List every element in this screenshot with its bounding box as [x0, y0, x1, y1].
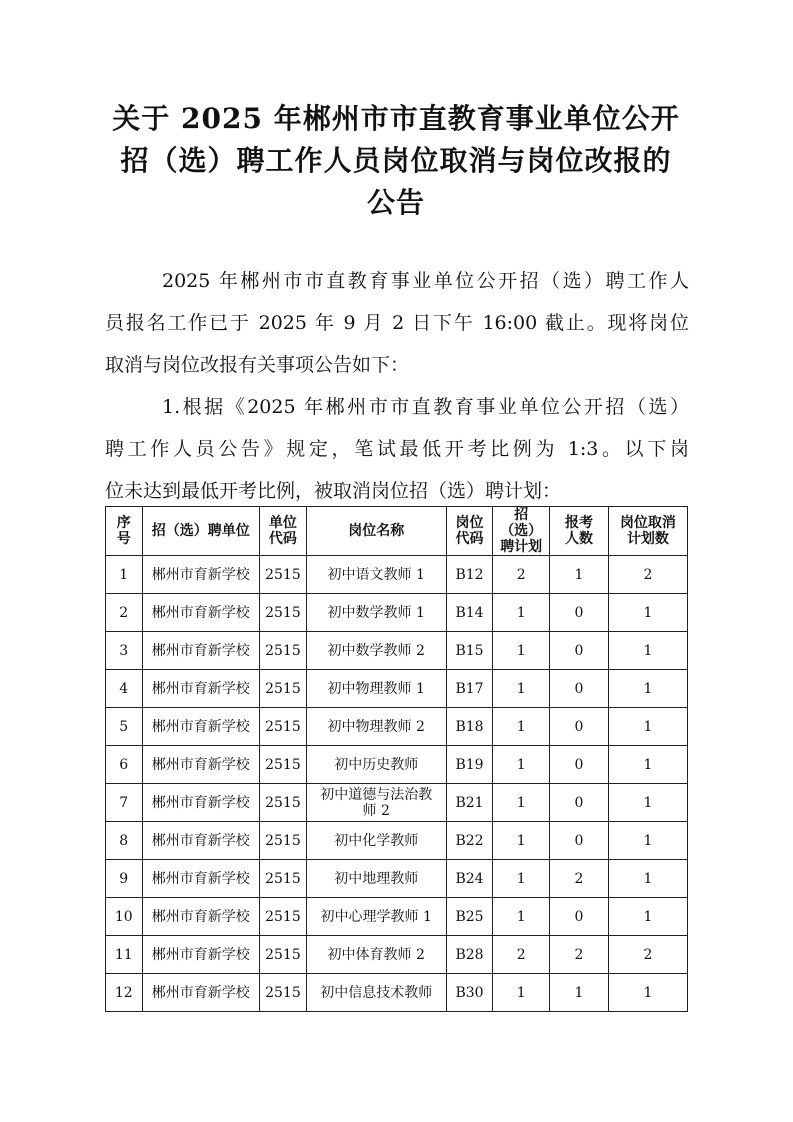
- header-applicants: 报考 人数: [550, 507, 609, 556]
- cell-no: 3: [106, 632, 143, 670]
- cell-plan: 1: [493, 860, 550, 898]
- cell-position-code: B30: [446, 974, 493, 1012]
- paragraph-line: 取消与岗位改报有关事项公告如下：: [105, 354, 410, 376]
- cell-position-name: 初中语文教师 1: [306, 556, 446, 594]
- cell-position-name: 初中物理教师 2: [306, 708, 446, 746]
- table-row: [106, 632, 688, 670]
- cell-applicants: 0: [550, 632, 609, 670]
- header-unit: 招（选）聘单位: [142, 507, 260, 556]
- cell-plan: 1: [493, 670, 550, 708]
- cell-position-code: B21: [446, 784, 493, 822]
- cell-unit-code: 2515: [260, 632, 307, 670]
- header-position-name: 岗位名称: [306, 507, 446, 556]
- cell-applicants: 0: [550, 708, 609, 746]
- paragraph-line: 聘工作人员公告》规定，笔试最低开考比例为 1:3。以下岗: [105, 438, 689, 460]
- cell-applicants: 0: [550, 784, 609, 822]
- cell-applicants: 0: [550, 746, 609, 784]
- cell-plan: 1: [493, 708, 550, 746]
- cell-no: 7: [106, 784, 143, 822]
- cell-no: 4: [106, 670, 143, 708]
- cell-cancel: 1: [608, 708, 687, 746]
- cell-applicants: 2: [550, 936, 609, 974]
- table-row: [106, 784, 688, 822]
- cell-position-name: 初中历史教师: [306, 746, 446, 784]
- cell-cancel: 2: [608, 936, 687, 974]
- cell-unit-code: 2515: [260, 594, 307, 632]
- cell-unit: 郴州市育新学校: [142, 670, 260, 708]
- cell-position-name: 初中信息技术教师: [306, 974, 446, 1012]
- cell-position-code: B12: [446, 556, 493, 594]
- cell-cancel: 2: [608, 556, 687, 594]
- cell-applicants: 1: [550, 556, 609, 594]
- header-no: 序 号: [106, 507, 143, 556]
- cell-applicants: 0: [550, 822, 609, 860]
- table-row: [106, 974, 688, 1012]
- cell-position-code: B25: [446, 898, 493, 936]
- cell-no: 5: [106, 708, 143, 746]
- cell-position-code: B19: [446, 746, 493, 784]
- cell-position-name: 初中化学教师: [306, 822, 446, 860]
- cell-unit-code: 2515: [260, 670, 307, 708]
- table-row: [106, 822, 688, 860]
- intro-paragraph: [105, 260, 689, 386]
- document-title: [105, 98, 687, 224]
- cell-unit: 郴州市育新学校: [142, 860, 260, 898]
- cell-unit-code: 2515: [260, 784, 307, 822]
- cell-cancel: 1: [608, 974, 687, 1012]
- cell-unit: 郴州市育新学校: [142, 746, 260, 784]
- cell-position-code: B17: [446, 670, 493, 708]
- cell-unit-code: 2515: [260, 822, 307, 860]
- header-position-code: 岗位 代码: [446, 507, 493, 556]
- cell-position-name: 初中道德与法治教师 2: [306, 784, 446, 822]
- cell-unit-code: 2515: [260, 898, 307, 936]
- title-line: 招（选）聘工作人员岗位取消与岗位改报的: [120, 144, 672, 177]
- cell-position-name: 初中数学教师 1: [306, 594, 446, 632]
- table-row: [106, 898, 688, 936]
- cell-unit-code: 2515: [260, 746, 307, 784]
- cell-no: 2: [106, 594, 143, 632]
- cell-cancel: 1: [608, 860, 687, 898]
- paragraph-line: 员报名工作已于 2025 年 9 月 2 日下午 16:00 截止。现将岗位: [105, 312, 689, 334]
- cell-unit-code: 2515: [260, 974, 307, 1012]
- cell-cancel: 1: [608, 784, 687, 822]
- cell-unit: 郴州市育新学校: [142, 556, 260, 594]
- cell-unit: 郴州市育新学校: [142, 898, 260, 936]
- cell-no: 6: [106, 746, 143, 784]
- cell-plan: 1: [493, 746, 550, 784]
- cancelled-positions-table: [105, 506, 688, 1012]
- cell-cancel: 1: [608, 898, 687, 936]
- paragraph-line: 2025 年郴州市市直教育事业单位公开招（选）聘工作人: [162, 270, 689, 292]
- cell-unit-code: 2515: [260, 860, 307, 898]
- cell-unit: 郴州市育新学校: [142, 974, 260, 1012]
- cell-applicants: 1: [550, 974, 609, 1012]
- title-line: 关于 2025 年郴州市市直教育事业单位公开: [112, 102, 680, 135]
- cell-cancel: 1: [608, 822, 687, 860]
- paragraph-line: 位未达到最低开考比例，被取消岗位招（选）聘计划：: [105, 480, 562, 502]
- cancel-paragraph: [105, 386, 689, 512]
- cell-cancel: 1: [608, 670, 687, 708]
- table-row: [106, 860, 688, 898]
- cell-position-code: B22: [446, 822, 493, 860]
- cell-position-name: 初中数学教师 2: [306, 632, 446, 670]
- table-row: [106, 746, 688, 784]
- cell-position-name: 初中体育教师 2: [306, 936, 446, 974]
- cell-cancel: 1: [608, 746, 687, 784]
- cell-no: 11: [106, 936, 143, 974]
- cell-plan: 1: [493, 898, 550, 936]
- cell-applicants: 0: [550, 594, 609, 632]
- cell-applicants: 0: [550, 898, 609, 936]
- cell-position-code: B24: [446, 860, 493, 898]
- table-row: [106, 556, 688, 594]
- cell-no: 9: [106, 860, 143, 898]
- header-cancel: 岗位取消 计划数: [608, 507, 687, 556]
- cell-plan: 2: [493, 556, 550, 594]
- cell-plan: 1: [493, 632, 550, 670]
- cell-applicants: 2: [550, 860, 609, 898]
- cell-plan: 2: [493, 936, 550, 974]
- title-line: 公告: [366, 186, 425, 219]
- cell-plan: 1: [493, 594, 550, 632]
- cell-position-code: B18: [446, 708, 493, 746]
- table-row: [106, 670, 688, 708]
- paragraph-line: 1.根据《2025 年郴州市市直教育事业单位公开招（选）: [162, 396, 689, 418]
- cell-position-name: 初中物理教师 1: [306, 670, 446, 708]
- table-row: [106, 594, 688, 632]
- cell-unit: 郴州市育新学校: [142, 936, 260, 974]
- cell-position-name: 初中心理学教师 1: [306, 898, 446, 936]
- cell-unit: 郴州市育新学校: [142, 632, 260, 670]
- cell-plan: 1: [493, 784, 550, 822]
- cell-cancel: 1: [608, 594, 687, 632]
- cell-unit-code: 2515: [260, 936, 307, 974]
- cell-plan: 1: [493, 822, 550, 860]
- table-row: [106, 936, 688, 974]
- cell-no: 12: [106, 974, 143, 1012]
- table-header-row: [106, 507, 688, 556]
- cell-position-code: B15: [446, 632, 493, 670]
- table-row: [106, 708, 688, 746]
- cell-unit-code: 2515: [260, 556, 307, 594]
- cell-unit: 郴州市育新学校: [142, 594, 260, 632]
- cell-no: 10: [106, 898, 143, 936]
- cell-no: 1: [106, 556, 143, 594]
- cell-unit: 郴州市育新学校: [142, 708, 260, 746]
- cell-unit: 郴州市育新学校: [142, 822, 260, 860]
- cell-applicants: 0: [550, 670, 609, 708]
- cell-position-name: 初中地理教师: [306, 860, 446, 898]
- cell-plan: 1: [493, 974, 550, 1012]
- cell-unit: 郴州市育新学校: [142, 784, 260, 822]
- cell-position-code: B28: [446, 936, 493, 974]
- cell-no: 8: [106, 822, 143, 860]
- header-plan: 招（选） 聘计划: [493, 507, 550, 556]
- cell-unit-code: 2515: [260, 708, 307, 746]
- cell-position-code: B14: [446, 594, 493, 632]
- header-unit-code: 单位 代码: [260, 507, 307, 556]
- cell-cancel: 1: [608, 632, 687, 670]
